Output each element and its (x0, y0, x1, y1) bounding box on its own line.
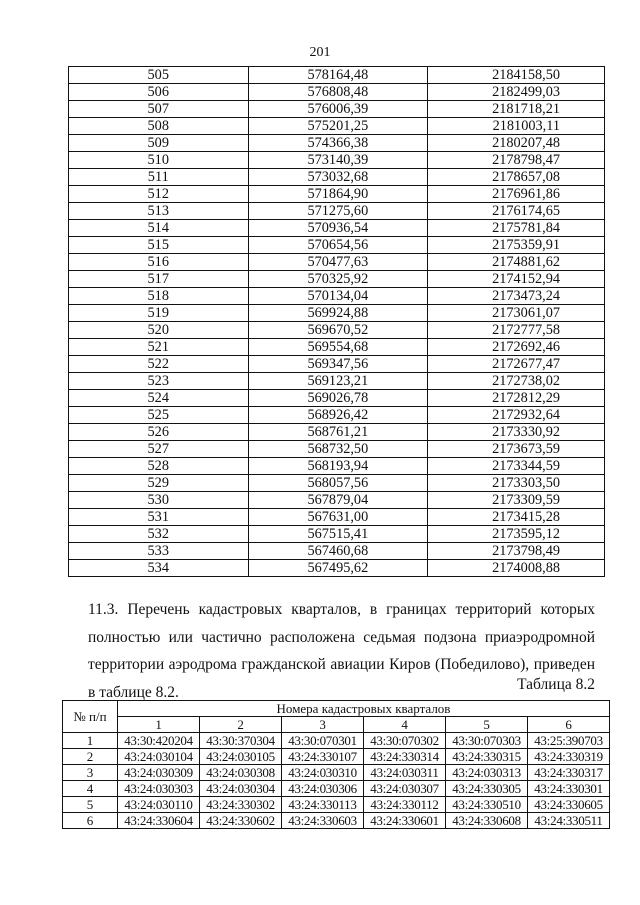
y-coordinate-cell: 2172677,47 (428, 356, 605, 373)
x-coordinate-cell: 570477,63 (248, 254, 428, 271)
x-coordinate-cell: 568732,50 (248, 441, 428, 458)
point-number-cell: 518 (69, 288, 249, 305)
column-number-header: 2 (200, 717, 282, 733)
row-number-cell: 4 (63, 781, 118, 797)
y-coordinate-cell: 2174008,88 (428, 560, 605, 577)
cadastral-quarter-cell: 43:24:330511 (528, 813, 610, 829)
quarters-table-head (63, 701, 610, 733)
x-coordinate-cell: 568193,94 (248, 458, 428, 475)
x-coordinate-cell: 568761,21 (248, 424, 428, 441)
section-paragraph: 11.3. Перечень кадастровых кварталов, в границах территорий которых полностью или частично расположена седьмая подзона приаэродромной территории аэродрома гражданской авиации Киров (Победилово), приведен в таблице 8.2. (88, 601, 595, 701)
group-header: Номера кадастровых кварталов (118, 701, 610, 717)
x-coordinate-cell: 567460,68 (248, 543, 428, 560)
row-number-cell: 3 (63, 765, 118, 781)
x-coordinate-cell: 567631,00 (248, 509, 428, 526)
table-row (69, 526, 605, 543)
point-number-cell: 526 (69, 424, 249, 441)
column-number-header: 6 (528, 717, 610, 733)
point-number-cell: 520 (69, 322, 249, 339)
cadastral-quarter-cell: 43:25:390703 (528, 733, 610, 749)
cadastral-quarter-cell: 43:30:370304 (200, 733, 282, 749)
cadastral-quarter-cell: 43:24:330113 (282, 797, 364, 813)
row-number-cell: 1 (63, 733, 118, 749)
cadastral-quarter-cell: 43:24:330315 (446, 749, 528, 765)
table-row (69, 560, 605, 577)
point-number-cell: 517 (69, 271, 249, 288)
table-row (69, 271, 605, 288)
x-coordinate-cell: 569670,52 (248, 322, 428, 339)
y-coordinate-cell: 2174152,94 (428, 271, 605, 288)
x-coordinate-cell: 570654,56 (248, 237, 428, 254)
point-number-cell: 507 (69, 101, 249, 118)
point-number-cell: 525 (69, 407, 249, 424)
table-row (69, 373, 605, 390)
point-number-cell: 513 (69, 203, 249, 220)
point-number-cell: 533 (69, 543, 249, 560)
x-coordinate-cell: 569554,68 (248, 339, 428, 356)
cadastral-quarter-cell: 43:24:330317 (528, 765, 610, 781)
y-coordinate-cell: 2173344,59 (428, 458, 605, 475)
point-number-cell: 534 (69, 560, 249, 577)
table-row (69, 135, 605, 152)
table-row (63, 781, 610, 797)
table-row (69, 322, 605, 339)
y-coordinate-cell: 2173595,12 (428, 526, 605, 543)
cadastral-quarter-cell: 43:24:030306 (282, 781, 364, 797)
cadastral-quarter-cell: 43:24:330301 (528, 781, 610, 797)
point-number-cell: 511 (69, 169, 249, 186)
x-coordinate-cell: 567515,41 (248, 526, 428, 543)
point-number-cell: 506 (69, 84, 249, 101)
row-number-cell: 5 (63, 797, 118, 813)
x-coordinate-cell: 568926,42 (248, 407, 428, 424)
y-coordinate-cell: 2181003,11 (428, 118, 605, 135)
table-row (69, 152, 605, 169)
table-row (69, 407, 605, 424)
y-coordinate-cell: 2172738,02 (428, 373, 605, 390)
cadastral-quarter-cell: 43:24:030104 (118, 749, 200, 765)
quarters-header-row (63, 701, 610, 717)
cadastral-quarter-cell: 43:24:330603 (282, 813, 364, 829)
cadastral-quarter-cell: 43:24:030303 (118, 781, 200, 797)
y-coordinate-cell: 2175781,84 (428, 220, 605, 237)
y-coordinate-cell: 2184158,50 (428, 67, 605, 84)
cadastral-quarter-cell: 43:24:330602 (200, 813, 282, 829)
y-coordinate-cell: 2181718,21 (428, 101, 605, 118)
cadastral-quarter-cell: 43:24:330302 (200, 797, 282, 813)
column-number-header: 1 (118, 717, 200, 733)
y-coordinate-cell: 2173673,59 (428, 441, 605, 458)
table-row (69, 509, 605, 526)
page-number: 201 (309, 45, 331, 60)
y-coordinate-cell: 2172692,46 (428, 339, 605, 356)
table-row (69, 475, 605, 492)
x-coordinate-cell: 573140,39 (248, 152, 428, 169)
table-row (69, 186, 605, 203)
table-row (69, 288, 605, 305)
point-number-cell: 519 (69, 305, 249, 322)
cadastral-quarter-cell: 43:24:030105 (200, 749, 282, 765)
cadastral-quarter-cell: 43:30:070301 (282, 733, 364, 749)
table-row (69, 424, 605, 441)
point-number-cell: 523 (69, 373, 249, 390)
coordinates-table (68, 66, 605, 577)
cadastral-quarter-cell: 43:24:030304 (200, 781, 282, 797)
point-number-cell: 532 (69, 526, 249, 543)
cadastral-quarter-cell: 43:24:330107 (282, 749, 364, 765)
column-number-header: 3 (282, 717, 364, 733)
y-coordinate-cell: 2178798,47 (428, 152, 605, 169)
point-number-cell: 512 (69, 186, 249, 203)
y-coordinate-cell: 2173309,59 (428, 492, 605, 509)
x-coordinate-cell: 570936,54 (248, 220, 428, 237)
table-row (63, 733, 610, 749)
cadastral-quarter-cell: 43:24:330604 (118, 813, 200, 829)
x-coordinate-cell: 567495,62 (248, 560, 428, 577)
cadastral-quarter-cell: 43:24:030309 (118, 765, 200, 781)
cadastral-quarter-cell: 43:24:330314 (364, 749, 446, 765)
table-row (69, 492, 605, 509)
x-coordinate-cell: 570134,04 (248, 288, 428, 305)
cadastral-quarter-cell: 43:24:330319 (528, 749, 610, 765)
cadastral-quarter-cell: 43:24:030313 (446, 765, 528, 781)
table-row (63, 797, 610, 813)
y-coordinate-cell: 2172932,64 (428, 407, 605, 424)
point-number-cell: 510 (69, 152, 249, 169)
table-row (69, 67, 605, 84)
y-coordinate-cell: 2176961,86 (428, 186, 605, 203)
quarters-table-body (63, 733, 610, 829)
y-coordinate-cell: 2172812,29 (428, 390, 605, 407)
cadastral-quarter-cell: 43:24:030310 (282, 765, 364, 781)
cadastral-quarter-cell: 43:30:420204 (118, 733, 200, 749)
table-row (63, 765, 610, 781)
cadastral-quarter-cell: 43:30:070302 (364, 733, 446, 749)
point-number-cell: 516 (69, 254, 249, 271)
row-number-cell: 2 (63, 749, 118, 765)
cadastral-quarter-cell: 43:24:030311 (364, 765, 446, 781)
table-row (69, 118, 605, 135)
cadastral-quarter-cell: 43:24:330601 (364, 813, 446, 829)
x-coordinate-cell: 573032,68 (248, 169, 428, 186)
rownum-header: № п/п (63, 701, 118, 733)
table-row (69, 543, 605, 560)
y-coordinate-cell: 2175359,91 (428, 237, 605, 254)
y-coordinate-cell: 2173303,50 (428, 475, 605, 492)
y-coordinate-cell: 2173061,07 (428, 305, 605, 322)
point-number-cell: 515 (69, 237, 249, 254)
cadastral-quarter-cell: 43:24:330305 (446, 781, 528, 797)
y-coordinate-cell: 2173330,92 (428, 424, 605, 441)
point-number-cell: 514 (69, 220, 249, 237)
x-coordinate-cell: 569026,78 (248, 390, 428, 407)
y-coordinate-cell: 2174881,62 (428, 254, 605, 271)
table-row (63, 749, 610, 765)
y-coordinate-cell: 2172777,58 (428, 322, 605, 339)
y-coordinate-cell: 2180207,48 (428, 135, 605, 152)
row-number-cell: 6 (63, 813, 118, 829)
table-row (69, 441, 605, 458)
point-number-cell: 521 (69, 339, 249, 356)
table-row (69, 339, 605, 356)
y-coordinate-cell: 2173798,49 (428, 543, 605, 560)
table-row (69, 254, 605, 271)
cadastral-quarter-cell: 43:24:330605 (528, 797, 610, 813)
table-row (69, 305, 605, 322)
x-coordinate-cell: 569347,56 (248, 356, 428, 373)
cadastral-quarters-table (62, 700, 610, 829)
x-coordinate-cell: 576808,48 (248, 84, 428, 101)
table-row (69, 220, 605, 237)
coordinates-table-body (69, 67, 605, 577)
point-number-cell: 527 (69, 441, 249, 458)
x-coordinate-cell: 570325,92 (248, 271, 428, 288)
x-coordinate-cell: 569924,88 (248, 305, 428, 322)
x-coordinate-cell: 571864,90 (248, 186, 428, 203)
y-coordinate-cell: 2178657,08 (428, 169, 605, 186)
table-row (63, 813, 610, 829)
cadastral-quarter-cell: 43:24:330510 (446, 797, 528, 813)
y-coordinate-cell: 2176174,65 (428, 203, 605, 220)
x-coordinate-cell: 571275,60 (248, 203, 428, 220)
cadastral-quarter-cell: 43:24:030307 (364, 781, 446, 797)
point-number-cell: 530 (69, 492, 249, 509)
column-number-header: 5 (446, 717, 528, 733)
x-coordinate-cell: 569123,21 (248, 373, 428, 390)
table-row (69, 84, 605, 101)
quarters-column-numbers-row (63, 717, 610, 733)
table-row (69, 203, 605, 220)
point-number-cell: 509 (69, 135, 249, 152)
point-number-cell: 524 (69, 390, 249, 407)
column-number-header: 4 (364, 717, 446, 733)
table-row (69, 169, 605, 186)
cadastral-quarter-cell: 43:24:330112 (364, 797, 446, 813)
cadastral-quarter-cell: 43:24:030308 (200, 765, 282, 781)
point-number-cell: 522 (69, 356, 249, 373)
y-coordinate-cell: 2173473,24 (428, 288, 605, 305)
point-number-cell: 529 (69, 475, 249, 492)
cadastral-quarter-cell: 43:30:070303 (446, 733, 528, 749)
table-caption: Таблица 8.2 (517, 676, 595, 693)
x-coordinate-cell: 576006,39 (248, 101, 428, 118)
table-row (69, 356, 605, 373)
y-coordinate-cell: 2182499,03 (428, 84, 605, 101)
x-coordinate-cell: 575201,25 (248, 118, 428, 135)
table-row (69, 390, 605, 407)
y-coordinate-cell: 2173415,28 (428, 509, 605, 526)
table-row (69, 101, 605, 118)
table-row (69, 458, 605, 475)
table-row (69, 237, 605, 254)
x-coordinate-cell: 568057,56 (248, 475, 428, 492)
x-coordinate-cell: 567879,04 (248, 492, 428, 509)
cadastral-quarter-cell: 43:24:030110 (118, 797, 200, 813)
x-coordinate-cell: 574366,38 (248, 135, 428, 152)
cadastral-quarter-cell: 43:24:330608 (446, 813, 528, 829)
point-number-cell: 528 (69, 458, 249, 475)
point-number-cell: 531 (69, 509, 249, 526)
point-number-cell: 508 (69, 118, 249, 135)
x-coordinate-cell: 578164,48 (248, 67, 428, 84)
point-number-cell: 505 (69, 67, 249, 84)
